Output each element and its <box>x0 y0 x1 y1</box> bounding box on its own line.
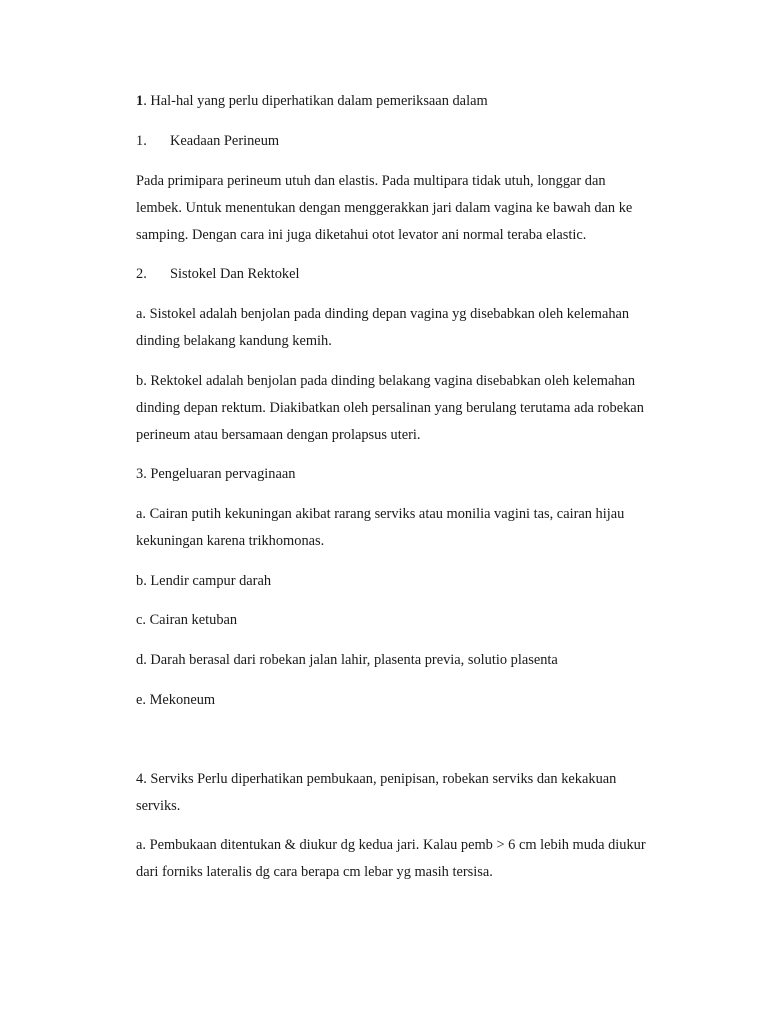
item-1-title <box>136 133 279 150</box>
item-2-point-b-line: b. Rektokel adalah benjolan pada dinding belakang vagina disebabkan oleh kelemahan <box>136 373 636 389</box>
item-4-point-a-line: dari forniks lateralis dg cara berapa cm lebar yg masih tersisa. <box>136 864 493 880</box>
item-3-point-a-line: a. Cairan putih kekuningan akibat rarang serviks atau monilia vagini tas, cairan hijau <box>136 506 625 522</box>
item-2-number: 2. <box>136 266 147 282</box>
heading-number: 1 <box>136 93 144 109</box>
section-heading <box>136 93 488 110</box>
item-4-point-a-line: a. Pembukaan ditentukan & diukur dg kedua jari. Kalau pemb > 6 cm lebih muda diukur <box>136 837 646 853</box>
item-4-intro-line: 4. Serviks Perlu diperhatikan pembukaan, penipisan, robekan serviks dan kekakuan <box>136 771 617 787</box>
heading-text: . Hal-hal yang perlu diperhatikan dalam pemeriksaan dalam <box>143 93 488 109</box>
item-3-point-c: c. Cairan ketuban <box>136 612 238 628</box>
item-2-point-a-line: dinding belakang kandung kemih. <box>136 333 332 349</box>
item-3-point-a-line: kekuningan karena trikhomonas. <box>136 533 325 549</box>
item-1-title-text: Keadaan Perineum <box>170 133 280 149</box>
item-2-point-b-line: perineum atau bersamaan dengan prolapsus uteri. <box>136 427 421 443</box>
item-1-paragraph-line: Pada primipara perineum utuh dan elastis. Pada multipara tidak utuh, longgar dan <box>136 173 606 189</box>
item-2-title <box>136 266 300 283</box>
item-1-paragraph-line: samping. Dengan cara ini juga diketahui otot levator ani normal teraba elastic. <box>136 227 587 243</box>
item-3-title: 3. Pengeluaran pervaginaan <box>136 466 296 482</box>
item-3-point-b: b. Lendir campur darah <box>136 573 272 589</box>
item-2-title-text: Sistokel Dan Rektokel <box>170 266 300 282</box>
item-4-intro-line: serviks. <box>136 798 181 814</box>
item-1-number: 1. <box>136 133 147 149</box>
item-2-point-a-line: a. Sistokel adalah benjolan pada dinding depan vagina yg disebabkan oleh kelemahan <box>136 306 630 322</box>
item-2-point-b-line: dinding depan rektum. Diakibatkan oleh persalinan yang berulang terutama ada robekan <box>136 400 644 416</box>
item-3-point-e: e. Mekoneum <box>136 692 216 708</box>
item-1-paragraph-line: lembek. Untuk menentukan dengan menggerakkan jari dalam vagina ke bawah dan ke <box>136 200 633 216</box>
item-3-point-d: d. Darah berasal dari robekan jalan lahir, plasenta previa, solutio plasenta <box>136 652 558 668</box>
